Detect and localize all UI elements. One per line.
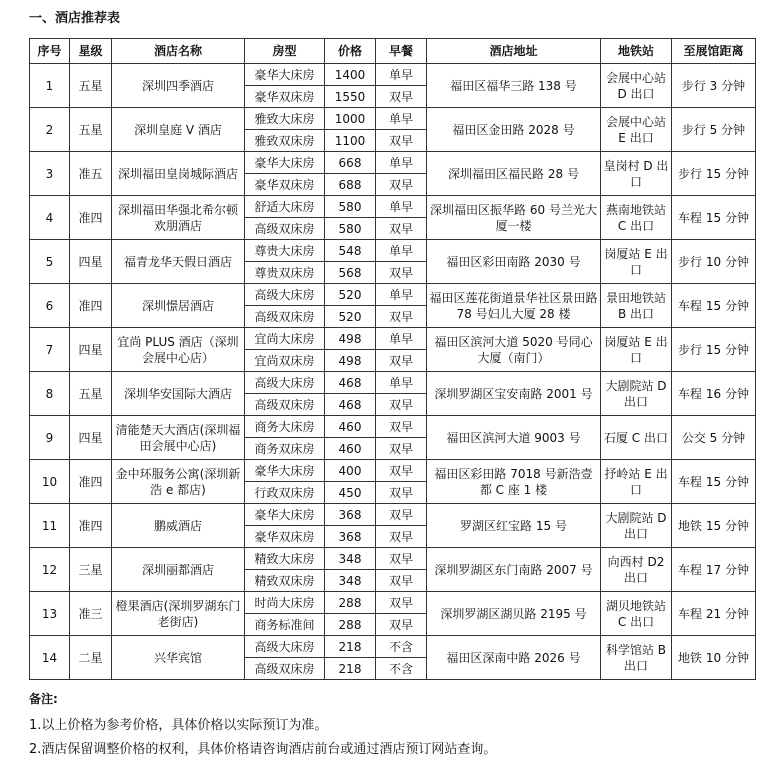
room-type: 精致双床房 — [245, 570, 325, 592]
table-row — [30, 460, 756, 482]
hotel-name: 深圳华安国际大酒店 — [112, 372, 245, 416]
header-star: 星级 — [70, 39, 112, 64]
hotel-no: 9 — [30, 416, 70, 460]
hotel-metro: 大剧院站 D 出口 — [601, 372, 672, 416]
table-row — [30, 592, 756, 614]
hotel-star: 五星 — [70, 64, 112, 108]
hotel-star: 四星 — [70, 328, 112, 372]
hotel-no: 12 — [30, 548, 70, 592]
hotel-name: 金中环服务公寓(深圳新浩 e 都店) — [112, 460, 245, 504]
header-distance: 至展馆距离 — [672, 39, 756, 64]
header-no: 序号 — [30, 39, 70, 64]
header-price: 价格 — [325, 39, 376, 64]
room-price: 218 — [325, 658, 376, 680]
header-address: 酒店地址 — [427, 39, 601, 64]
room-breakfast: 双早 — [376, 526, 427, 548]
hotel-address: 深圳福田区振华路 60 号兰光大厦一楼 — [427, 196, 601, 240]
room-breakfast: 单早 — [376, 240, 427, 262]
hotel-no: 7 — [30, 328, 70, 372]
hotel-star: 准三 — [70, 592, 112, 636]
room-type: 豪华大床房 — [245, 504, 325, 526]
hotel-address: 深圳罗湖区湖贝路 2195 号 — [427, 592, 601, 636]
hotel-no: 3 — [30, 152, 70, 196]
hotel-name: 兴华宾馆 — [112, 636, 245, 680]
table-row — [30, 108, 756, 130]
room-price: 288 — [325, 614, 376, 636]
hotel-distance: 地铁 15 分钟 — [672, 504, 756, 548]
header-breakfast: 早餐 — [376, 39, 427, 64]
room-type: 豪华大床房 — [245, 460, 325, 482]
room-price: 498 — [325, 350, 376, 372]
header-metro: 地铁站 — [601, 39, 672, 64]
room-breakfast: 单早 — [376, 372, 427, 394]
room-breakfast: 双早 — [376, 416, 427, 438]
hotel-metro: 岗厦站 E 出口 — [601, 240, 672, 284]
hotel-distance: 公交 5 分钟 — [672, 416, 756, 460]
room-breakfast: 单早 — [376, 64, 427, 86]
room-price: 1100 — [325, 130, 376, 152]
room-type: 豪华大床房 — [245, 152, 325, 174]
room-price: 460 — [325, 438, 376, 460]
room-type: 商务大床房 — [245, 416, 325, 438]
room-type: 舒适大床房 — [245, 196, 325, 218]
hotel-distance: 地铁 10 分钟 — [672, 636, 756, 680]
room-price: 368 — [325, 504, 376, 526]
table-row — [30, 284, 756, 306]
hotel-no: 11 — [30, 504, 70, 548]
room-price: 668 — [325, 152, 376, 174]
hotel-distance: 步行 5 分钟 — [672, 108, 756, 152]
hotel-metro: 燕南地铁站 C 出口 — [601, 196, 672, 240]
room-breakfast: 双早 — [376, 262, 427, 284]
hotel-metro: 向西村 D2 出口 — [601, 548, 672, 592]
hotel-distance: 车程 17 分钟 — [672, 548, 756, 592]
hotel-address: 福田区莲花街道景华社区景田路 78 号妇儿大厦 28 楼 — [427, 284, 601, 328]
room-type: 高级大床房 — [245, 636, 325, 658]
room-type: 精致大床房 — [245, 548, 325, 570]
room-breakfast: 双早 — [376, 174, 427, 196]
room-breakfast: 双早 — [376, 394, 427, 416]
hotel-star: 五星 — [70, 108, 112, 152]
room-price: 218 — [325, 636, 376, 658]
room-type: 雅致双床房 — [245, 130, 325, 152]
room-type: 高级双床房 — [245, 218, 325, 240]
room-type: 豪华双床房 — [245, 526, 325, 548]
room-price: 1000 — [325, 108, 376, 130]
header-row — [30, 39, 756, 64]
room-breakfast: 双早 — [376, 482, 427, 504]
room-price: 498 — [325, 328, 376, 350]
table-row — [30, 548, 756, 570]
hotel-address: 福田区金田路 2028 号 — [427, 108, 601, 152]
hotel-metro: 皇岗村 D 出口 — [601, 152, 672, 196]
hotel-no: 4 — [30, 196, 70, 240]
room-type: 豪华大床房 — [245, 64, 325, 86]
hotel-distance: 步行 15 分钟 — [672, 328, 756, 372]
hotel-star: 五星 — [70, 372, 112, 416]
hotel-distance: 车程 15 分钟 — [672, 284, 756, 328]
hotel-no: 1 — [30, 64, 70, 108]
hotel-star: 二星 — [70, 636, 112, 680]
room-price: 400 — [325, 460, 376, 482]
table-row — [30, 416, 756, 438]
note-item: 2.酒店保留调整价格的权利，具体价格请咨询酒店前台或通过酒店预订网站查询。 — [29, 742, 497, 757]
hotel-name: 深圳福田皇岗城际酒店 — [112, 152, 245, 196]
hotel-name: 深圳四季酒店 — [112, 64, 245, 108]
table-row — [30, 328, 756, 350]
hotel-no: 10 — [30, 460, 70, 504]
room-breakfast: 双早 — [376, 570, 427, 592]
room-type: 高级双床房 — [245, 658, 325, 680]
room-price: 520 — [325, 284, 376, 306]
room-type: 雅致大床房 — [245, 108, 325, 130]
hotel-no: 2 — [30, 108, 70, 152]
room-price: 468 — [325, 372, 376, 394]
page-title: 一、酒店推荐表 — [29, 11, 121, 26]
hotel-distance: 车程 15 分钟 — [672, 196, 756, 240]
room-breakfast: 双早 — [376, 350, 427, 372]
hotel-no: 14 — [30, 636, 70, 680]
hotel-name: 鹏威酒店 — [112, 504, 245, 548]
hotel-table — [29, 38, 756, 680]
notes-title: 备注: — [29, 692, 58, 706]
room-price: 580 — [325, 218, 376, 240]
hotel-star: 准四 — [70, 284, 112, 328]
hotel-metro: 抒岭站 E 出口 — [601, 460, 672, 504]
hotel-metro: 岗厦站 E 出口 — [601, 328, 672, 372]
hotel-address: 福田区福华三路 138 号 — [427, 64, 601, 108]
hotel-distance: 步行 10 分钟 — [672, 240, 756, 284]
header-hotel-name: 酒店名称 — [112, 39, 245, 64]
room-type: 高级大床房 — [245, 372, 325, 394]
hotel-name: 清能楚天大酒店(深圳福田会展中心店) — [112, 416, 245, 460]
hotel-no: 5 — [30, 240, 70, 284]
room-price: 580 — [325, 196, 376, 218]
room-price: 548 — [325, 240, 376, 262]
room-price: 450 — [325, 482, 376, 504]
room-breakfast: 双早 — [376, 86, 427, 108]
note-item: 1.以上价格为参考价格，具体价格以实际预订为准。 — [29, 718, 328, 733]
hotel-address: 福田区深南中路 2026 号 — [427, 636, 601, 680]
room-price: 520 — [325, 306, 376, 328]
room-breakfast: 单早 — [376, 328, 427, 350]
hotel-address: 深圳罗湖区宝安南路 2001 号 — [427, 372, 601, 416]
room-type: 高级大床房 — [245, 284, 325, 306]
hotel-name: 深圳丽都酒店 — [112, 548, 245, 592]
hotel-metro: 科学馆站 B 出口 — [601, 636, 672, 680]
header-room-type: 房型 — [245, 39, 325, 64]
hotel-metro: 会展中心站 D 出口 — [601, 64, 672, 108]
hotel-star: 三星 — [70, 548, 112, 592]
room-breakfast: 双早 — [376, 306, 427, 328]
room-type: 商务标准间 — [245, 614, 325, 636]
room-type: 行政双床房 — [245, 482, 325, 504]
hotel-no: 8 — [30, 372, 70, 416]
hotel-address: 福田区滨河大道 9003 号 — [427, 416, 601, 460]
hotel-address: 福田区彩田南路 2030 号 — [427, 240, 601, 284]
room-breakfast: 双早 — [376, 504, 427, 526]
hotel-address: 福田区彩田路 7018 号新浩壹都 C 座 1 楼 — [427, 460, 601, 504]
room-price: 460 — [325, 416, 376, 438]
hotel-address: 深圳福田区福民路 28 号 — [427, 152, 601, 196]
room-breakfast: 双早 — [376, 438, 427, 460]
room-price: 568 — [325, 262, 376, 284]
table-row — [30, 196, 756, 218]
hotel-name: 深圳皇庭 V 酒店 — [112, 108, 245, 152]
room-type: 商务双床房 — [245, 438, 325, 460]
room-type: 尊贵双床房 — [245, 262, 325, 284]
hotel-distance: 车程 15 分钟 — [672, 460, 756, 504]
hotel-no: 13 — [30, 592, 70, 636]
room-type: 尊贵大床房 — [245, 240, 325, 262]
room-breakfast: 单早 — [376, 196, 427, 218]
hotel-distance: 车程 21 分钟 — [672, 592, 756, 636]
hotel-star: 准五 — [70, 152, 112, 196]
room-type: 宜尚双床房 — [245, 350, 325, 372]
room-breakfast: 双早 — [376, 130, 427, 152]
hotel-no: 6 — [30, 284, 70, 328]
hotel-star: 四星 — [70, 240, 112, 284]
table-row — [30, 240, 756, 262]
table-row — [30, 636, 756, 658]
room-type: 宜尚大床房 — [245, 328, 325, 350]
hotel-metro: 景田地铁站 B 出口 — [601, 284, 672, 328]
room-price: 1400 — [325, 64, 376, 86]
room-price: 468 — [325, 394, 376, 416]
room-breakfast: 不含 — [376, 658, 427, 680]
hotel-name: 橙果酒店(深圳罗湖东门老街店) — [112, 592, 245, 636]
table-row — [30, 64, 756, 86]
hotel-address: 罗湖区红宝路 15 号 — [427, 504, 601, 548]
hotel-table-body — [30, 64, 756, 680]
hotel-name: 福青龙华天假日酒店 — [112, 240, 245, 284]
hotel-name: 宜尚 PLUS 酒店（深圳会展中心店） — [112, 328, 245, 372]
hotel-distance: 步行 3 分钟 — [672, 64, 756, 108]
room-price: 368 — [325, 526, 376, 548]
room-breakfast: 单早 — [376, 152, 427, 174]
hotel-name: 深圳福田华强北希尔顿欢朋酒店 — [112, 196, 245, 240]
room-type: 时尚大床房 — [245, 592, 325, 614]
room-type: 豪华双床房 — [245, 174, 325, 196]
hotel-name: 深圳憬居酒店 — [112, 284, 245, 328]
hotel-metro: 大剧院站 D 出口 — [601, 504, 672, 548]
room-breakfast: 双早 — [376, 218, 427, 240]
hotel-distance: 步行 15 分钟 — [672, 152, 756, 196]
hotel-address: 福田区滨河大道 5020 号同心大厦（南门） — [427, 328, 601, 372]
hotel-distance: 车程 16 分钟 — [672, 372, 756, 416]
room-breakfast: 双早 — [376, 548, 427, 570]
room-price: 348 — [325, 548, 376, 570]
hotel-star: 准四 — [70, 504, 112, 548]
room-breakfast: 双早 — [376, 592, 427, 614]
room-price: 688 — [325, 174, 376, 196]
hotel-star: 四星 — [70, 416, 112, 460]
room-breakfast: 单早 — [376, 284, 427, 306]
table-row — [30, 372, 756, 394]
room-price: 348 — [325, 570, 376, 592]
room-type: 高级双床房 — [245, 394, 325, 416]
room-breakfast: 双早 — [376, 460, 427, 482]
hotel-star: 准四 — [70, 460, 112, 504]
room-breakfast: 双早 — [376, 614, 427, 636]
room-breakfast: 单早 — [376, 108, 427, 130]
room-breakfast: 不含 — [376, 636, 427, 658]
table-row — [30, 152, 756, 174]
notes-section — [29, 690, 749, 765]
room-price: 1550 — [325, 86, 376, 108]
hotel-star: 准四 — [70, 196, 112, 240]
table-row — [30, 504, 756, 526]
hotel-metro: 石厦 C 出口 — [601, 416, 672, 460]
room-price: 288 — [325, 592, 376, 614]
room-type: 豪华双床房 — [245, 86, 325, 108]
hotel-metro: 会展中心站 E 出口 — [601, 108, 672, 152]
hotel-metro: 湖贝地铁站 C 出口 — [601, 592, 672, 636]
hotel-address: 深圳罗湖区东门南路 2007 号 — [427, 548, 601, 592]
room-type: 高级双床房 — [245, 306, 325, 328]
